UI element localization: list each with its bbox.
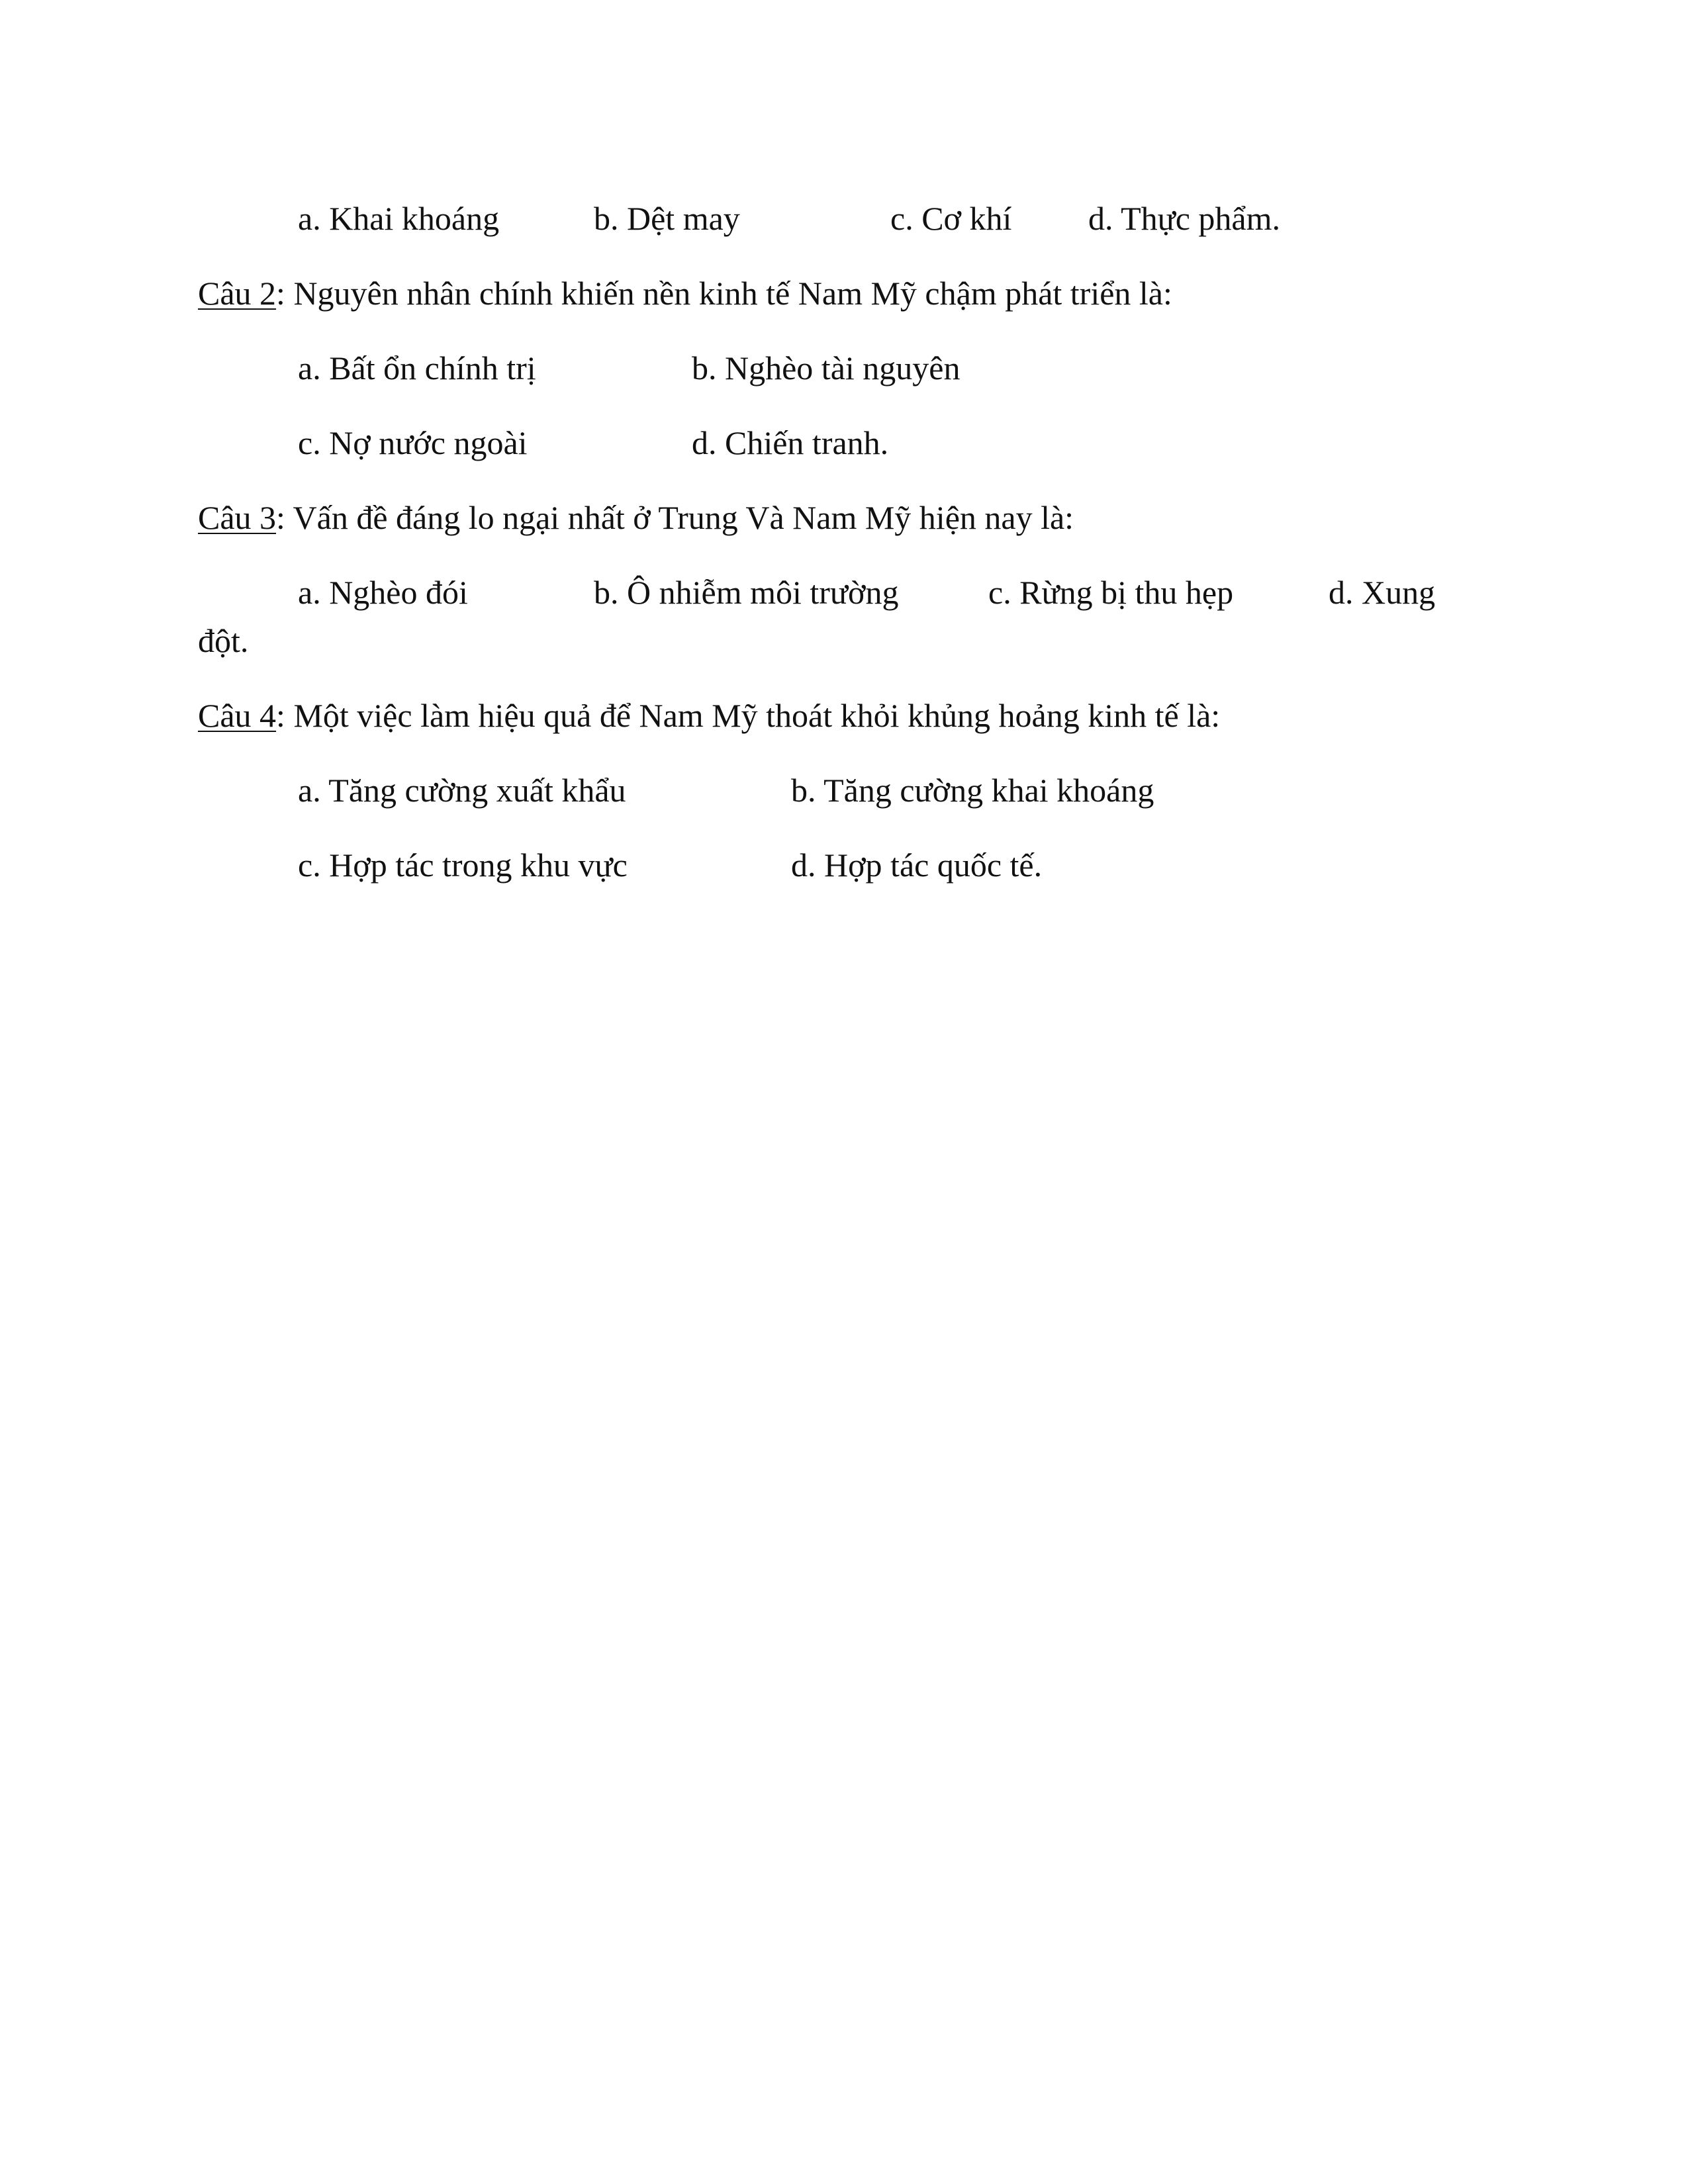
q3-option-a: a. Nghèo đói: [298, 574, 468, 611]
q1-option-b: b. Dệt may: [594, 200, 740, 237]
q3-question: [198, 498, 1074, 537]
q2-option-b: b. Nghèo tài nguyên: [692, 349, 961, 387]
q3-option-c: c. Rừng bị thu hẹp: [988, 574, 1234, 611]
q3-option-d: d. Xung: [1329, 574, 1436, 611]
q4-question: [198, 696, 1220, 735]
q2-option-a: a. Bất ổn chính trị: [298, 349, 536, 387]
q4-option-a: a. Tăng cường xuất khẩu: [298, 772, 626, 809]
q1-option-a: a. Khai khoáng: [298, 200, 500, 237]
q2-label: Câu 2: [198, 275, 277, 312]
q1-option-c: c. Cơ khí: [890, 200, 1012, 237]
q2-option-d: d. Chiến tranh.: [692, 424, 889, 461]
q3-option-d-continued: đột.: [198, 622, 249, 659]
q1-option-d: d. Thực phẩm.: [1088, 200, 1281, 237]
q4-option-d: d. Hợp tác quốc tế.: [791, 846, 1043, 884]
q2-question: [198, 273, 1172, 313]
q4-text: : Một việc làm hiệu quả để Nam Mỹ thoát khỏi khủng hoảng kinh tế là:: [276, 697, 1221, 734]
q4-option-b: b. Tăng cường khai khoáng: [791, 772, 1154, 809]
q3-option-b: b. Ô nhiễm môi trường: [594, 574, 899, 611]
q4-label: Câu 4: [198, 697, 277, 734]
q4-option-c: c. Hợp tác trong khu vực: [298, 846, 628, 884]
q2-option-c: c. Nợ nước ngoài: [298, 424, 528, 461]
q2-text: : Nguyên nhân chính khiến nền kinh tế Nam Mỹ chậm phát triển là:: [276, 275, 1172, 312]
q3-label: Câu 3: [198, 499, 277, 536]
q3-text: : Vấn đề đáng lo ngại nhất ở Trung Và Nam Mỹ hiện nay là:: [276, 499, 1074, 536]
